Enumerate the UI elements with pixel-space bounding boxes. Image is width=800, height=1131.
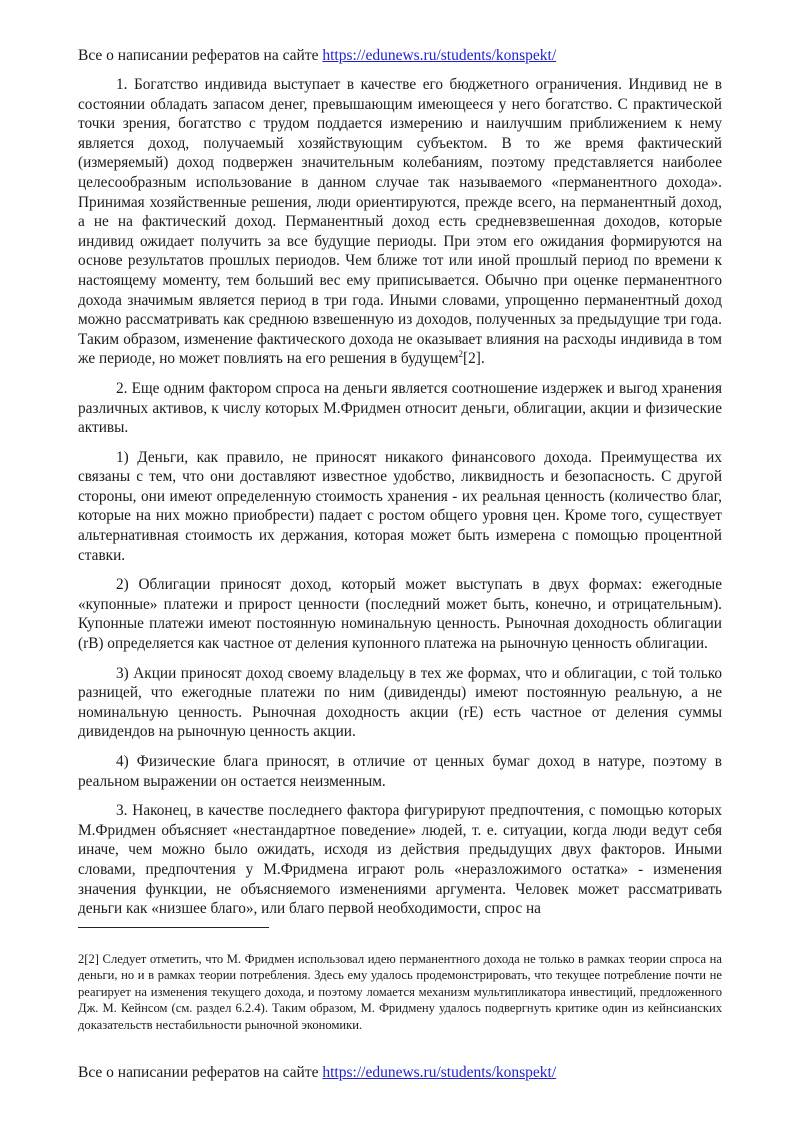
paragraph-physical-assets: 4) Физические блага приносят, в отличие от ценных бумаг доход в натуре, поэтому в реальном выражении он остается неизменным. bbox=[78, 753, 722, 790]
paragraph-wealth-text: 1. Богатство индивида выступает в качестве его бюджетного ограничения. Индивид не в состоянии обладать запасом денег, превышающим имеющееся у него богатство. С практической точки зрения, богатство с трудом поддается измерению и наилучшим приближением к нему является доход, получаемый хозяйствующим субъектом. В то же время фактический (измеряемый) доход подвержен значительным колебаниям, поэтому представляется наиболее целесообразным использование в данном случае так называемого «перманентного дохода». Принимая хозяйственные решения, люди ориентируются, прежде всего, на перманентный доход, а не на фактический доход. Перманентный доход есть средневзвешенная доходов, которые индивид ожидает получить за все будущие периоды. При этом его ожидания формируются на основе результатов прошлых периодов. Чем ближе тот или иной прошлый период по времени к настоящему моменту, тем больший вес ему приписывается. Обычно при оценке перманентного дохода значимым является период в три года. Иными словами, упрощенно перманентный доход можно рассматривать как среднюю взвешенную из доходов, полученных за предыдущие три года. Таким образом, изменение фактического дохода не оказывает влияния на расходы индивида в том же периоде, но может повлиять на его решения в будущем bbox=[78, 76, 722, 368]
paragraph-preferences: 3. Наконец, в качестве последнего фактора фигурируют предпочтения, с помощью которых М.Фридмен объясняет «нестандартное поведение» людей, т. е. ситуации, когда люди ведут себя иначе, чем можно было ожидать, исходя из действия предыдущих двух факторов. Иными словами, предпочтения у М.Фридмена играют роль «неразложимого остатка» - изменения значения функции, не объясняемого изменениями аргумента. Человек может рассматривать деньги как «низшее благо», или благо первой необходимости, спрос на bbox=[78, 802, 722, 918]
header-text: Все о написании рефератов на сайте bbox=[78, 47, 323, 64]
page-header bbox=[78, 46, 556, 66]
paragraph-stocks: 3) Акции приносят доход своему владельцу в тех же формах, что и облигации, с той только разницей, что ежегодные платежи по ним (дивиденды) имеют постоянную реальную, а не номинальную ценность. Рыночная доходность акции (rE) есть частное от деления суммы дивидендов на рыночную ценность акции. bbox=[78, 664, 722, 741]
paragraph-bonds: 2) Облигации приносят доход, который может выступать в двух формах: ежегодные «купонные» платежи и прирост ценности (последний может быть, конечно, и отрицательным). Купонные платежи имеют постоянную номинальную ценность. Рыночная доходность облигации (rB) определяется как частное от деления купонного платежа на рыночную ценность облигации. bbox=[78, 576, 722, 653]
footnote-marker[interactable]: 2 bbox=[458, 349, 463, 360]
page-footer bbox=[78, 1063, 556, 1083]
footer-text: Все о написании рефератов на сайте bbox=[78, 1064, 323, 1081]
header-link[interactable]: https://edunews.ru/students/konspekt/ bbox=[322, 47, 557, 64]
paragraph-money: 1) Деньги, как правило, не приносят никакого финансового дохода. Преимущества их связаны с тем, что они доставляют известное удобство, ликвидность и безопасность. С другой стороны, они имеют определенную стоимость хранения - их реальная ценность (количество благ, которые на них можно приобрести) падает с ростом общего уровня цен. Кроме того, существует альтернативная стоимость их держания, которая может быть измерена с помощью процентной ставки. bbox=[78, 448, 722, 564]
footer-link[interactable]: https://edunews.ru/students/konspekt/ bbox=[322, 1064, 557, 1081]
paragraph-costs-benefits: 2. Еще одним фактором спроса на деньги является соотношение издержек и выгод хранения различных активов, к числу которых М.Фридмен относит деньги, облигации, акции и физические активы. bbox=[78, 379, 722, 437]
footnote: 2[2] Следует отметить, что М. Фридмен использовал идею перманентного дохода не только в рамках теории спроса на деньги, но и в рамках теории потребления. Здесь ему удалось продемонстрировать, что текущее потребление почти не реагирует на изменения текущего дохода, и поэтому ломается механизм мультипликатора инвестиций, предложенного Дж. М. Кейнсом (см. раздел 6.2.4). Таким образом, М. Фридмену удалось подвергнуть критике один из кейнсианских доказательств нестабильности рыночной экономики. bbox=[78, 952, 722, 1032]
document-body bbox=[78, 75, 722, 929]
footnote-separator bbox=[78, 927, 269, 928]
paragraph-wealth bbox=[78, 75, 722, 369]
footnote-reference: [2]. bbox=[463, 350, 485, 368]
